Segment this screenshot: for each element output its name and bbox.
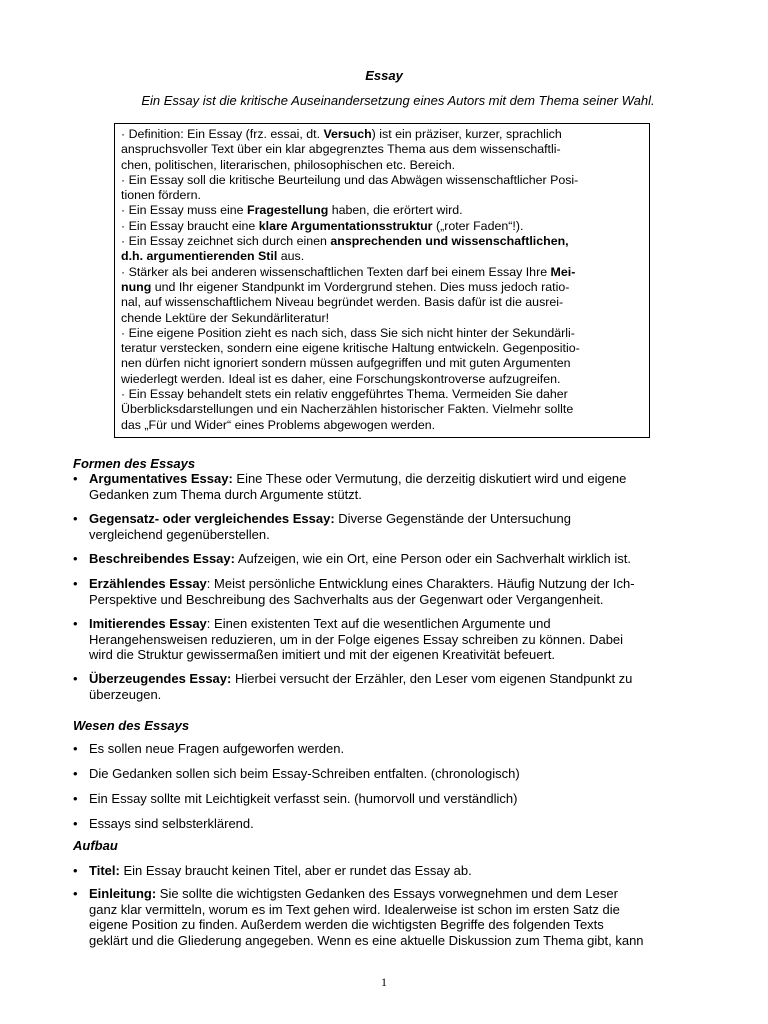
list-item <box>73 741 693 757</box>
text-segment: · Ein Essay behandelt stets ein relativ enggeführtes Thema. Vermeiden Sie daher <box>121 387 568 402</box>
item-continuation: Herangehensweisen reduzieren, um in der Folge eigenes Essay schreiben zu können. Dabei <box>89 631 624 647</box>
box-line <box>121 356 644 371</box>
list-item-text <box>89 791 693 807</box>
list-item-text <box>89 576 693 607</box>
list-item-text <box>89 816 693 832</box>
item-term: Beschreibendes Essay: <box>89 551 235 566</box>
box-line <box>121 265 644 280</box>
bullet-icon: • <box>73 791 78 806</box>
bold-term: klare Argumentationsstruktur <box>258 218 433 233</box>
bullet-icon: • <box>73 741 78 756</box>
bullet-icon: • <box>73 576 78 591</box>
text-segment: · Definition: Ein Essay (frz. essai, dt. <box>121 127 324 141</box>
item-description: : Einen existenten Text auf die wesentlichen Argumente und <box>206 616 551 631</box>
text-segment: aus. <box>277 249 305 264</box>
text-segment: · Ein Essay zeichnet sich durch einen <box>121 234 331 249</box>
bold-term: ansprechenden und wissenschaftlichen, <box>330 234 569 249</box>
box-line <box>121 234 644 249</box>
page-number: 1 <box>381 975 387 989</box>
document-title: Essay <box>365 68 403 83</box>
bullet-icon: • <box>73 816 78 831</box>
text-segment: Überblicksdarstellungen und ein Nacherzählen historischer Fakten. Vielmehr sollte <box>121 402 574 417</box>
box-line <box>121 203 644 218</box>
item-continuation: wird die Struktur gewissermaßen imitiert und mit der eigenen Kreativität befeuert. <box>89 647 556 662</box>
list-item-text <box>89 886 693 948</box>
item-term: Imitierendes Essay <box>89 616 207 631</box>
item-description: Diverse Gegenstände der Untersuchung <box>334 511 571 526</box>
box-line <box>121 326 644 341</box>
document-subtitle: Ein Essay ist die kritische Auseinandersetzung eines Autors mit dem Thema seiner Wahl. <box>141 93 655 108</box>
item-description: Sie sollte die wichtigsten Gedanken des Essays vorwegnehmen und dem Leser <box>156 886 618 901</box>
list-item-text <box>89 471 693 502</box>
text-segment: teratur verstecken, sondern eine eigene kritische Haltung entwickeln. Gegenpositio- <box>121 341 580 356</box>
bold-term: Fragestellung <box>247 203 329 218</box>
box-line <box>121 249 644 264</box>
bold-term: Versuch <box>323 127 372 141</box>
text-segment: · Eine eigene Position zieht es nach sich, dass Sie sich nicht hinter der Sekundärli- <box>121 325 575 340</box>
item-term: Überzeugendes Essay: <box>89 671 232 686</box>
item-continuation: Gedanken zum Thema durch Argumente stützt. <box>89 486 362 502</box>
item-term: Erzählendes Essay <box>89 576 207 591</box>
bullet-icon: • <box>73 671 78 686</box>
list-item <box>73 791 693 807</box>
definition-box <box>114 123 650 438</box>
bullet-icon: • <box>73 863 78 878</box>
item-description: Ein Essay braucht keinen Titel, aber er rundet das Essay ab. <box>119 863 472 878</box>
text-segment: („roter Faden“!). <box>432 218 524 233</box>
section-heading-structure: Aufbau <box>73 838 118 853</box>
text-segment: anspruchsvoller Text über ein klar abgegrenztes Thema aus dem wissenschaftli- <box>121 142 561 157</box>
section-heading-nature: Wesen des Essays <box>73 718 190 733</box>
item-description: Essays sind selbsterklärend. <box>89 816 254 831</box>
item-description: Hierbei versucht der Erzähler, den Leser vom eigenen Standpunkt zu <box>231 671 633 686</box>
list-item <box>73 576 693 607</box>
box-line <box>121 387 644 402</box>
box-line <box>121 341 644 356</box>
list-item-text <box>89 671 693 702</box>
box-line <box>121 158 644 173</box>
item-description: Es sollen neue Fragen aufgeworfen werden. <box>89 741 345 756</box>
text-segment: chen, politischen, literarischen, philosophischen etc. Bereich. <box>121 157 456 172</box>
bold-term: Mei- <box>550 264 576 279</box>
bullet-icon: • <box>73 471 78 486</box>
box-line <box>121 295 644 310</box>
item-term: Titel: <box>89 863 120 878</box>
item-continuation: vergleichend gegenüberstellen. <box>89 526 270 542</box>
box-line <box>121 188 644 203</box>
list-item <box>73 616 693 663</box>
list-item-text <box>89 766 693 782</box>
list-item <box>73 471 693 502</box>
bold-term: d.h. argumentierenden Stil <box>121 249 278 264</box>
box-line <box>121 418 644 433</box>
box-line <box>121 311 644 326</box>
item-continuation: Perspektive und Beschreibung des Sachverhalts aus der Gegenwart oder Vergangenheit. <box>89 591 604 607</box>
list-item <box>73 863 693 879</box>
text-segment: ) ist ein präziser, kurzer, sprachlich <box>371 127 562 141</box>
list-item <box>73 816 693 832</box>
item-description: Eine These oder Vermutung, die derzeitig diskutiert wird und eigene <box>232 471 627 486</box>
list-item-text <box>89 616 693 663</box>
item-description: Die Gedanken sollen sich beim Essay-Schreiben entfalten. (chronologisch) <box>89 766 520 781</box>
text-segment: haben, die erörtert wird. <box>328 203 463 218</box>
text-segment: · Stärker als bei anderen wissenschaftlichen Texten darf bei einem Essay Ihre <box>121 264 551 279</box>
list-item-text <box>89 741 693 757</box>
text-segment: · Ein Essay braucht eine <box>121 218 259 233</box>
list-item <box>73 551 693 567</box>
box-line <box>121 402 644 417</box>
bullet-icon: • <box>73 886 78 901</box>
list-item <box>73 886 693 948</box>
item-description: Aufzeigen, wie ein Ort, eine Person oder ein Sachverhalt wirklich ist. <box>234 551 631 566</box>
box-line <box>121 173 644 188</box>
bullet-icon: • <box>73 511 78 526</box>
box-line <box>121 127 644 142</box>
item-description: : Meist persönliche Entwicklung eines Charakters. Häufig Nutzung der Ich- <box>206 576 635 591</box>
box-line <box>121 142 644 157</box>
item-continuation: überzeugen. <box>89 686 162 702</box>
text-segment: · Ein Essay muss eine <box>121 203 248 218</box>
box-line <box>121 219 644 234</box>
text-segment: nen dürfen nicht ignoriert sondern müssen aufgegriffen und mit guten Argumenten <box>121 356 571 371</box>
item-term: Einleitung: <box>89 886 157 901</box>
item-term: Gegensatz- oder vergleichendes Essay: <box>89 511 335 526</box>
text-segment: wiederlegt werden. Ideal ist es daher, eine Forschungskontroverse aufzugreifen. <box>121 371 561 386</box>
text-segment: nal, auf wissenschaftlichem Niveau begründet werden. Basis dafür ist die ausrei- <box>121 295 564 310</box>
bullet-icon: • <box>73 766 78 781</box>
text-segment: chende Lektüre der Sekundärliteratur! <box>121 310 330 325</box>
text-segment: tionen fördern. <box>121 188 201 203</box>
text-segment: und Ihr eigener Standpunkt im Vordergrund stehen. Dies muss jedoch ratio- <box>151 279 570 294</box>
list-item <box>73 671 693 702</box>
bullet-icon: • <box>73 551 78 566</box>
bold-term: nung <box>121 279 152 294</box>
list-item <box>73 511 693 542</box>
item-continuation: geklärt und die Gliederung angegeben. Wenn es eine aktuelle Diskussion zum Thema gibt, kann <box>89 932 644 948</box>
section-heading-forms: Formen des Essays <box>73 456 196 471</box>
list-item <box>73 766 693 782</box>
item-continuation: eigene Position zu finden. Außerdem werden die wichtigsten Begriffe des folgenden Texts <box>89 917 604 932</box>
list-item-text <box>89 863 693 879</box>
item-term: Argumentatives Essay: <box>89 471 233 486</box>
list-item-text <box>89 551 693 567</box>
item-continuation: ganz klar vermitteln, worum es im Text gehen wird. Idealerweise ist schon im ersten Satz die <box>89 901 620 917</box>
box-line <box>121 280 644 295</box>
text-segment: · Ein Essay soll die kritische Beurteilung und das Abwägen wissenschaftlicher Posi- <box>121 172 579 187</box>
text-segment: das „Für und Wider“ eines Problems abgewogen werden. <box>121 417 436 432</box>
list-item-text <box>89 511 693 542</box>
item-description: Ein Essay sollte mit Leichtigkeit verfasst sein. (humorvoll und verständlich) <box>89 791 518 806</box>
box-line <box>121 372 644 387</box>
bullet-icon: • <box>73 616 78 631</box>
